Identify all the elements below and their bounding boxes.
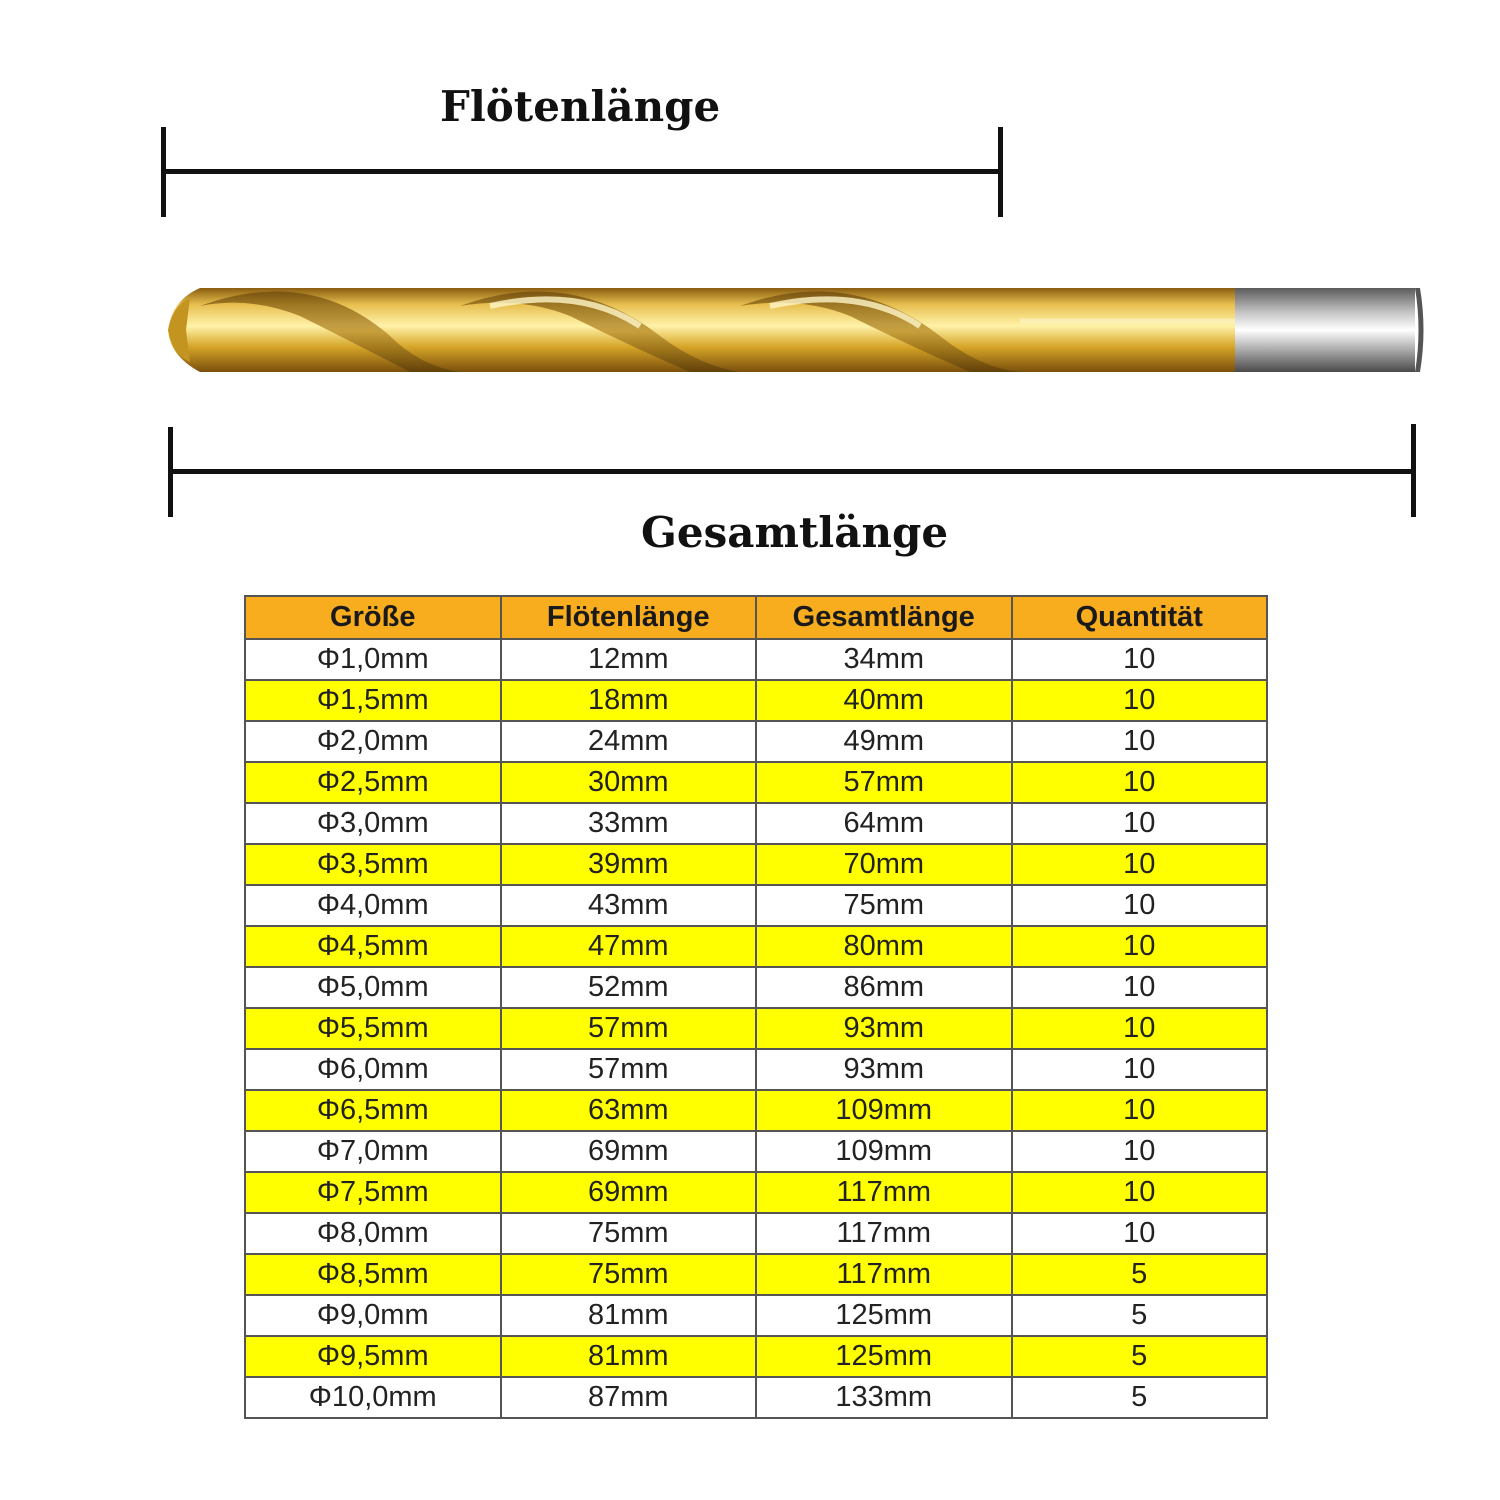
size-cell: Φ8,5mm [245,1254,501,1295]
total-length-label: Gesamtlänge [641,508,949,557]
flute-length-cell: 87mm [501,1377,757,1418]
table-row [245,680,1267,721]
quantity-cell: 10 [1012,926,1268,967]
size-cell: Φ2,5mm [245,762,501,803]
quantity-cell: 10 [1012,885,1268,926]
flute-length-cell: 63mm [501,1090,757,1131]
quantity-cell: 10 [1012,680,1268,721]
table-row [245,721,1267,762]
flute-length-label: Flötenlänge [440,82,721,131]
total-length-cell: 117mm [756,1213,1012,1254]
flute-length-cell: 18mm [501,680,757,721]
table-header-row [245,596,1267,639]
total-length-cell: 70mm [756,844,1012,885]
size-cell: Φ1,5mm [245,680,501,721]
total-length-cell: 64mm [756,803,1012,844]
quantity-cell: 10 [1012,639,1268,680]
header-size: Größe [245,596,501,639]
total-length-cell: 93mm [756,1008,1012,1049]
flute-length-cell: 33mm [501,803,757,844]
total-length-cell: 80mm [756,926,1012,967]
total-length-cell: 57mm [756,762,1012,803]
quantity-cell: 10 [1012,762,1268,803]
size-cell: Φ7,0mm [245,1131,501,1172]
table-row [245,1295,1267,1336]
total-length-cell: 109mm [756,1090,1012,1131]
table-row [245,926,1267,967]
table-row [245,1336,1267,1377]
quantity-cell: 10 [1012,1008,1268,1049]
flute-length-cell: 75mm [501,1254,757,1295]
table-row [245,1049,1267,1090]
total-dimension-line [170,469,1414,474]
header-total-length: Gesamtlänge [756,596,1012,639]
total-length-cell: 49mm [756,721,1012,762]
size-specification-table [244,595,1268,1419]
size-cell: Φ8,0mm [245,1213,501,1254]
size-cell: Φ5,0mm [245,967,501,1008]
quantity-cell: 10 [1012,1090,1268,1131]
quantity-cell: 5 [1012,1254,1268,1295]
flute-length-cell: 52mm [501,967,757,1008]
size-cell: Φ9,5mm [245,1336,501,1377]
total-length-cell: 133mm [756,1377,1012,1418]
table-row [245,639,1267,680]
size-cell: Φ5,5mm [245,1008,501,1049]
flute-length-cell: 81mm [501,1295,757,1336]
size-cell: Φ6,0mm [245,1049,501,1090]
size-cell: Φ3,0mm [245,803,501,844]
table-body [245,639,1267,1418]
size-cell: Φ3,5mm [245,844,501,885]
quantity-cell: 10 [1012,844,1268,885]
quantity-cell: 10 [1012,721,1268,762]
table-row [245,1213,1267,1254]
size-cell: Φ2,0mm [245,721,501,762]
total-length-cell: 34mm [756,639,1012,680]
size-cell: Φ6,5mm [245,1090,501,1131]
flute-length-cell: 47mm [501,926,757,967]
quantity-cell: 5 [1012,1377,1268,1418]
flute-length-cell: 30mm [501,762,757,803]
size-cell: Φ9,0mm [245,1295,501,1336]
quantity-cell: 10 [1012,803,1268,844]
total-length-cell: 93mm [756,1049,1012,1090]
header-quantity: Quantität [1012,596,1268,639]
flute-length-cell: 57mm [501,1008,757,1049]
table-row [245,1131,1267,1172]
table-row [245,1008,1267,1049]
table-row [245,967,1267,1008]
size-cell: Φ4,0mm [245,885,501,926]
flute-length-cell: 39mm [501,844,757,885]
table-row [245,1254,1267,1295]
total-length-cell: 125mm [756,1295,1012,1336]
size-cell: Φ1,0mm [245,639,501,680]
quantity-cell: 10 [1012,967,1268,1008]
quantity-cell: 5 [1012,1295,1268,1336]
table-row [245,1090,1267,1131]
size-cell: Φ7,5mm [245,1172,501,1213]
flute-length-cell: 12mm [501,639,757,680]
table-row [245,762,1267,803]
flute-length-cell: 75mm [501,1213,757,1254]
table-row [245,844,1267,885]
total-length-cell: 117mm [756,1172,1012,1213]
quantity-cell: 10 [1012,1131,1268,1172]
quantity-cell: 10 [1012,1172,1268,1213]
table-row [245,1377,1267,1418]
flute-length-cell: 57mm [501,1049,757,1090]
total-length-cell: 125mm [756,1336,1012,1377]
total-length-cell: 75mm [756,885,1012,926]
flute-length-cell: 69mm [501,1131,757,1172]
size-cell: Φ10,0mm [245,1377,501,1418]
table-row [245,803,1267,844]
size-cell: Φ4,5mm [245,926,501,967]
quantity-cell: 10 [1012,1049,1268,1090]
total-length-cell: 86mm [756,967,1012,1008]
total-length-cell: 117mm [756,1254,1012,1295]
table-row [245,1172,1267,1213]
flute-length-cell: 81mm [501,1336,757,1377]
total-length-cell: 109mm [756,1131,1012,1172]
flute-length-cell: 69mm [501,1172,757,1213]
flute-length-cell: 43mm [501,885,757,926]
flute-length-cell: 24mm [501,721,757,762]
flute-dimension-line [163,169,1001,174]
total-length-cell: 40mm [756,680,1012,721]
quantity-cell: 10 [1012,1213,1268,1254]
drill-bit-icon [160,276,1430,386]
header-flute-length: Flötenlänge [501,596,757,639]
table-row [245,885,1267,926]
quantity-cell: 5 [1012,1336,1268,1377]
